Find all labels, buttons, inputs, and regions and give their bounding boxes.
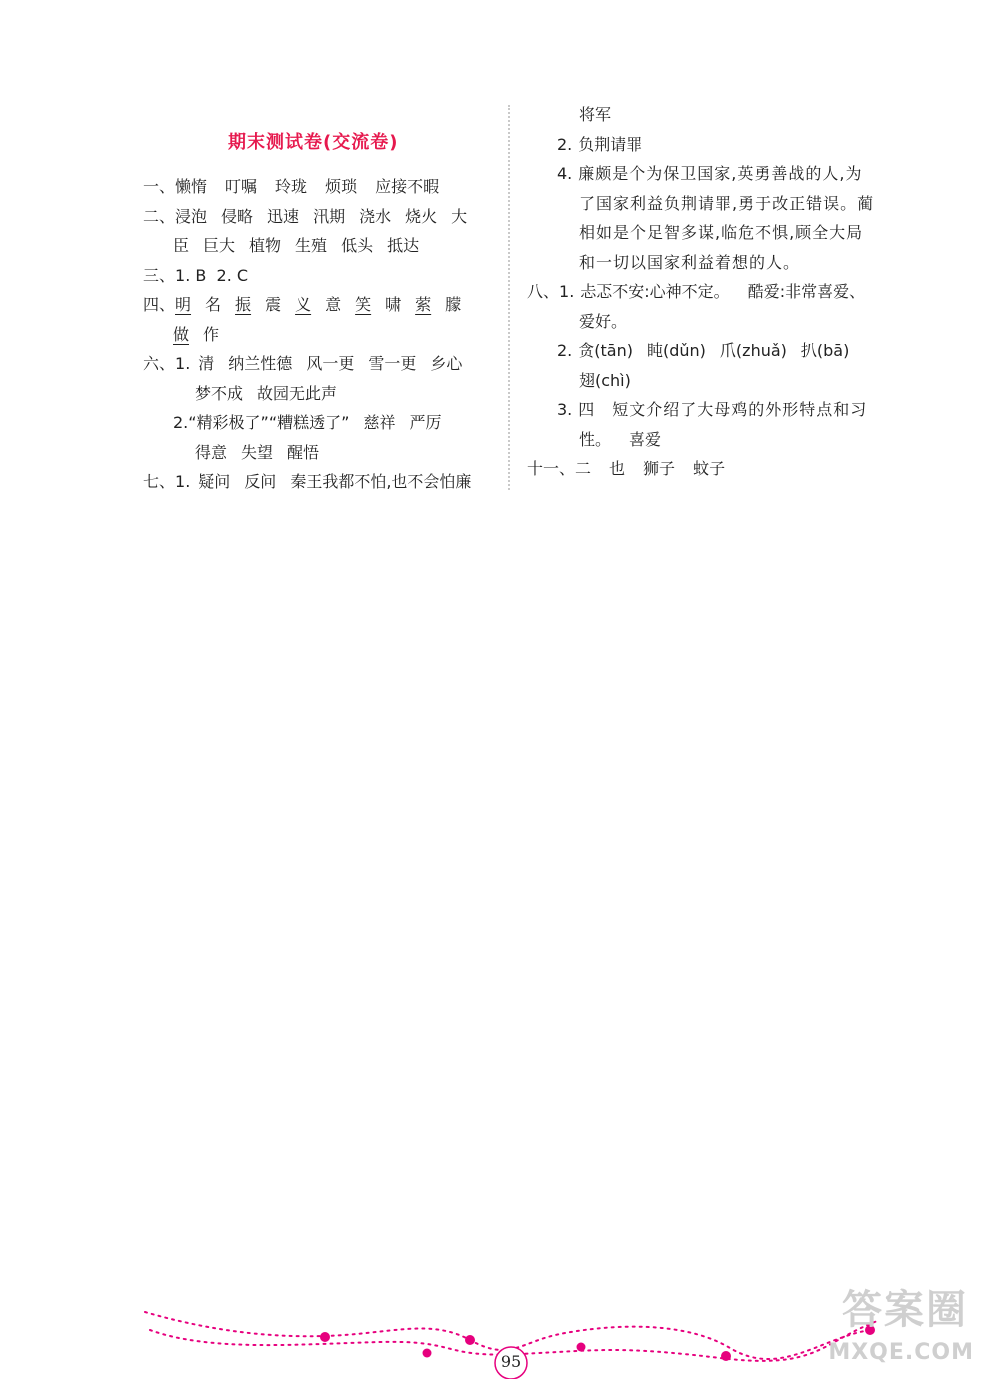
answer-q6-2-cont (143, 438, 495, 468)
answer-word: 臣 (173, 236, 190, 255)
answer-q8-2 (527, 336, 877, 366)
answer-word: 负荆请罪 (578, 134, 643, 154)
answer-char-underlined: 笑 (355, 295, 372, 314)
answer-word: 浸泡 (175, 206, 208, 226)
answer-q6-1-cont (143, 379, 495, 409)
answer-text: 忐忑不安:心神不定。 (580, 282, 730, 301)
answer-word: 抵达 (387, 236, 420, 255)
answer-word: 翅(chì) (579, 370, 631, 390)
answer-word: 清 (198, 354, 215, 373)
decor-dot (320, 1332, 330, 1342)
sub-question-number: 2. (557, 341, 573, 360)
answer-word: 侵略 (221, 206, 254, 226)
answer-word: 浇水 (359, 206, 392, 226)
answer-q8-3 (527, 395, 877, 425)
answer-char: 意 (325, 295, 342, 314)
answer-q8-2-cont (527, 366, 877, 396)
answer-word: 巨大 (203, 236, 236, 255)
answer-char: 名 (205, 295, 222, 314)
page-title: 期末测试卷(交流卷) (228, 132, 399, 153)
answer-q4 (143, 290, 495, 320)
answer-word: 大 (451, 206, 468, 226)
answer-q8 (527, 277, 877, 307)
answer-q8-1-cont (527, 307, 877, 337)
sub-question-number: 2. (173, 413, 189, 432)
answer-text: 了国家利益负荆请罪,勇于改正错误。蔺 (579, 193, 875, 213)
answer-q7-4-cont (527, 248, 877, 278)
answer-q8-3-cont (527, 425, 877, 455)
page-number: 95 (500, 1352, 522, 1371)
left-column (143, 172, 495, 497)
answer-q7-4-cont (527, 218, 877, 248)
answer-word: 失望 (241, 442, 274, 462)
answer-word: 懒惰 (175, 177, 208, 196)
answer-char: 作 (203, 324, 220, 344)
decor-dot (465, 1335, 475, 1345)
sub-question-number: 2. (557, 134, 573, 154)
question-number: 三、 (143, 265, 176, 285)
answer-word: 醒悟 (287, 442, 320, 462)
question-number: 一、 (143, 177, 176, 196)
question-number: 八、 (527, 282, 560, 301)
answer-word: 秦王我都不怕,也不会怕廉 (290, 472, 472, 491)
watermark-logo-text: 答案圈 (842, 1287, 968, 1333)
answer-word: 喜爱 (629, 429, 662, 449)
decor-dot (577, 1343, 586, 1352)
answer-char-underlined: 萦 (415, 295, 432, 314)
answer-word: 爪(zhuǎ) (719, 341, 787, 360)
answer-text: 廉颇是个为保卫国家,英勇善战的人,为 (578, 164, 863, 183)
answer-word: 贪(tān) (578, 341, 633, 360)
answer-word: 迅速 (267, 206, 300, 226)
answer-q7 (143, 467, 495, 497)
sub-question-number: 3. (557, 400, 573, 419)
answer-char: 朦 (445, 295, 462, 314)
answer-word: 雪一更 (368, 354, 417, 373)
answer-q4-cont (143, 320, 495, 350)
answer-word: 叮嘱 (225, 177, 258, 196)
answer-word: 应接不暇 (375, 177, 440, 196)
answer-q7-1-cont (527, 100, 877, 130)
sub-question-number: 1. (175, 472, 191, 491)
answer-q2-cont (143, 231, 495, 261)
answer-text: 爱好。 (579, 311, 628, 331)
question-number: 十一、 (527, 459, 576, 478)
answer-q7-4-cont (527, 189, 877, 219)
answer-char-underlined: 明 (175, 295, 192, 314)
watermark (818, 1287, 988, 1371)
answer-word: “精彩极了”“糟糕透了” (188, 413, 350, 432)
answer-q7-4 (527, 159, 877, 189)
answer-q3 (143, 261, 495, 291)
answer-word: 风一更 (306, 354, 355, 373)
answer-word: 纳兰性德 (228, 354, 293, 373)
answer-word: 四 (578, 400, 595, 419)
decor-dot (721, 1351, 731, 1361)
right-column (527, 100, 877, 484)
answer-text: 1. B 2. C (175, 265, 249, 285)
answer-word: 严厉 (409, 413, 442, 432)
answer-word: 盹(dǔn) (646, 341, 706, 360)
answer-q2 (143, 202, 495, 232)
answer-word: 生殖 (295, 236, 328, 255)
answer-q1 (143, 172, 495, 202)
question-number: 二、 (143, 206, 176, 226)
decor-dot (423, 1349, 432, 1358)
answer-word: 玲珑 (275, 177, 308, 196)
question-number: 六、 (143, 354, 176, 373)
answer-word: 疑问 (198, 472, 231, 491)
answer-text: 酷爱:非常喜爱、 (747, 282, 866, 301)
answer-word: 性。 (579, 429, 612, 449)
sub-question-number: 4. (557, 164, 573, 183)
answer-text: 和一切以国家利益着想的人。 (579, 252, 801, 272)
answer-char-underlined: 振 (235, 295, 252, 314)
answer-word: 植物 (249, 236, 282, 255)
question-number: 四、 (143, 295, 176, 314)
answer-word: 将军 (579, 105, 612, 124)
answer-word: 得意 (195, 442, 228, 462)
answer-word: 也 (609, 459, 626, 478)
answer-q6 (143, 349, 495, 379)
sub-question-number: 1. (175, 354, 191, 373)
answer-text: 相如是个足智多谋,临危不惧,顾全大局 (579, 223, 864, 242)
sub-question-number: 1. (559, 282, 575, 301)
answer-word: 低头 (341, 236, 374, 255)
answer-word: 蚊子 (693, 459, 726, 478)
answer-char-underlined: 做 (173, 324, 190, 344)
watermark-url: MXQE.COM (828, 1340, 974, 1365)
answer-word: 慈祥 (363, 413, 396, 432)
answer-word: 故园无此声 (257, 383, 338, 403)
answer-char: 震 (265, 295, 282, 314)
answer-q7-2 (527, 130, 877, 160)
question-number: 七、 (143, 472, 176, 491)
answer-word: 乡心 (430, 354, 463, 373)
answer-word: 烦琐 (325, 177, 358, 196)
answer-word: 反问 (244, 472, 277, 491)
column-divider (508, 105, 510, 490)
answer-char-underlined: 义 (295, 295, 312, 314)
answer-word: 扒(bā) (800, 341, 850, 360)
answer-word: 狮子 (643, 459, 676, 478)
answer-word: 烧火 (405, 206, 438, 226)
answer-q11 (527, 454, 877, 484)
answer-text: 短文介绍了大母鸡的外形特点和习 (612, 400, 868, 419)
answer-char: 啸 (385, 295, 402, 314)
answer-word: 二 (575, 459, 592, 478)
answer-q6-2 (143, 408, 495, 438)
answer-word: 汛期 (313, 206, 346, 226)
answer-word: 梦不成 (195, 383, 244, 403)
